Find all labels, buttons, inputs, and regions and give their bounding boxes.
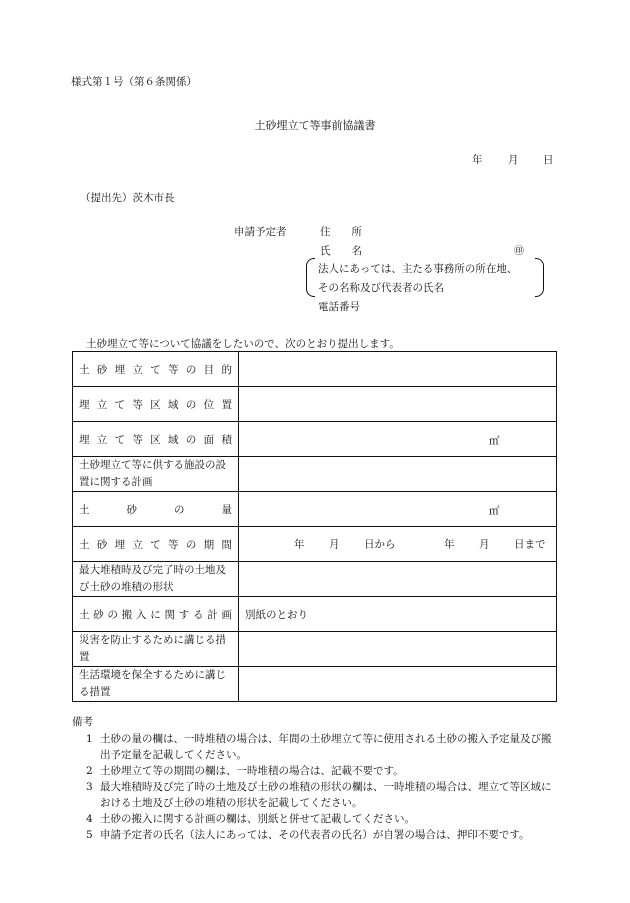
- date-year: 年: [472, 154, 483, 166]
- right-bracket: [535, 258, 544, 297]
- table-row: [73, 527, 557, 562]
- table-row: [73, 667, 557, 702]
- remark-text: 土砂の量の欄は、一時堆積の場合は、年間の土砂埋立て等に使用される土砂の搬入予定量及び搬出予定量を記載してください。: [100, 733, 552, 761]
- remark-number: 3: [86, 781, 93, 793]
- purpose-label: 土砂埋立て等の目的: [73, 352, 239, 387]
- remark-item: [86, 827, 556, 843]
- shape-field[interactable]: [239, 562, 557, 597]
- name-label: 氏 名: [320, 245, 362, 257]
- intro-text: 土砂埋立て等について協議をしたいので、次のとおり提出します。: [86, 338, 400, 350]
- table-row: [73, 632, 557, 667]
- remark-item: [86, 763, 556, 779]
- facility-plan-field[interactable]: [239, 457, 557, 492]
- remark-number: 5: [86, 829, 93, 841]
- table-row: [73, 457, 557, 492]
- area-label: 埋立て等区域の面積: [73, 422, 239, 457]
- date-month: 月: [508, 154, 519, 166]
- remark-number: 1: [86, 733, 93, 745]
- remark-number: 2: [86, 765, 93, 777]
- period-start-day: 日から: [364, 538, 396, 551]
- document-title: 土砂埋立て等事前協議書: [254, 119, 376, 132]
- period-label: 土砂埋立て等の期間: [73, 527, 239, 562]
- remarks-title: 備考: [72, 716, 93, 728]
- address-label: 住 所: [320, 226, 362, 238]
- soil-amount-label: 土砂の量: [73, 492, 239, 527]
- consultation-table: [72, 351, 557, 702]
- period-field[interactable]: [239, 527, 557, 562]
- addressee: （提出先）茨木市長: [80, 192, 175, 204]
- table-row: [73, 492, 557, 527]
- table-row: [73, 387, 557, 422]
- table-row: [73, 422, 557, 457]
- remark-text: 土砂埋立て等の期間の欄は、一時堆積の場合は、記載不要です。: [100, 765, 404, 777]
- remark-text: 最大堆積時及び完了時の土地及び土砂の堆積の形状の欄は、一時堆積の場合は、埋立て等区域における土地及び土砂の堆積の形状を記載してください。: [100, 781, 552, 809]
- corporate-note-line2: その名称及び代表者の氏名: [318, 282, 444, 294]
- period-start-year: 年: [294, 538, 305, 551]
- left-bracket: [306, 258, 315, 297]
- import-plan-label: 土砂の搬入に関する計画: [73, 597, 239, 632]
- table-row: [73, 562, 557, 597]
- remark-text: 土砂の搬入に関する計画の欄は、別紙と併せて記載してください。: [100, 813, 415, 825]
- remark-item: [86, 779, 556, 811]
- remark-number: 4: [86, 813, 93, 825]
- period-start-month: 月: [329, 538, 340, 551]
- area-unit: ㎡: [489, 435, 500, 447]
- corporate-note-line1: 法人にあっては、主たる事務所の所在地、: [318, 263, 518, 275]
- remark-text: 申請予定者の氏名（法人にあっては、その代表者の氏名）が自署の場合は、押印不要です。: [100, 829, 530, 841]
- date-day: 日: [543, 154, 554, 166]
- environment-field[interactable]: [239, 667, 557, 702]
- form-number: 様式第１号（第６条関係）: [71, 76, 197, 88]
- import-plan-field[interactable]: [239, 597, 557, 632]
- applicant-label: 申請予定者: [234, 226, 287, 238]
- period-end-day: 日まで: [514, 538, 546, 551]
- remark-item: [86, 811, 556, 827]
- period-end-month: 月: [479, 538, 490, 551]
- soil-unit: ㎥: [489, 505, 500, 517]
- period-end-year: 年: [444, 538, 455, 551]
- location-label: 埋立て等区域の位置: [73, 387, 239, 422]
- disaster-label: 災害を防止するために講じる措置: [73, 632, 239, 667]
- seal-mark: ㊞: [514, 246, 524, 257]
- facility-plan-label: 土砂埋立て等に供する施設の設置に関する計画: [73, 457, 239, 492]
- remark-item: [86, 731, 556, 763]
- disaster-field[interactable]: [239, 632, 557, 667]
- phone-label: 電話番号: [318, 301, 360, 313]
- table-row: [73, 352, 557, 387]
- shape-label: 最大堆積時及び完了時の土地及び土砂の堆積の形状: [73, 562, 239, 597]
- purpose-field[interactable]: [239, 352, 557, 387]
- environment-label: 生活環境を保全するために講じる措置: [73, 667, 239, 702]
- location-field[interactable]: [239, 387, 557, 422]
- table-row: [73, 597, 557, 632]
- import-plan-value: 別紙のとおり: [245, 608, 308, 621]
- area-field[interactable]: [239, 422, 557, 457]
- soil-amount-field[interactable]: [239, 492, 557, 527]
